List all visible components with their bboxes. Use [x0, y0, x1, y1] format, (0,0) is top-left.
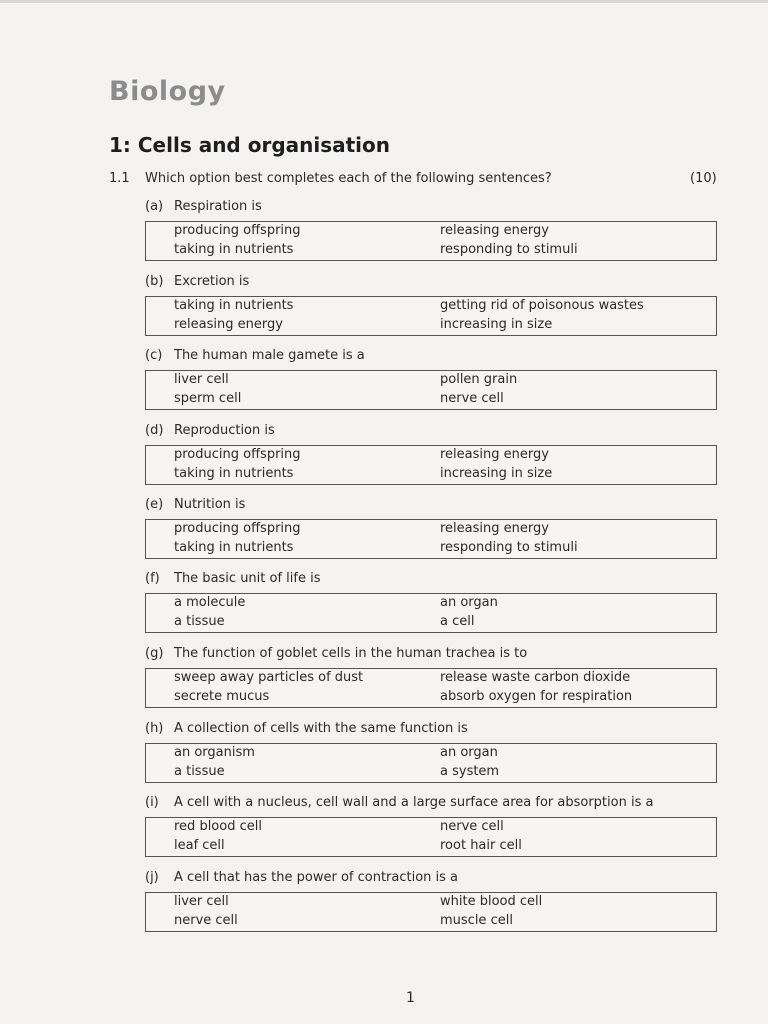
item-stem — [145, 348, 717, 370]
option-text[interactable]: white blood cell — [440, 894, 543, 909]
item-stem — [145, 571, 717, 593]
option-text[interactable]: muscle cell — [440, 913, 513, 928]
question-item-a — [145, 199, 717, 261]
option-text[interactable]: pollen grain — [440, 372, 518, 387]
item-label: (i) — [145, 795, 159, 810]
item-label: (j) — [145, 870, 159, 885]
question-text: Which option best completes each of the following sentences? — [145, 171, 552, 186]
item-stem-text: A cell with a nucleus, cell wall and a large surface area for absorption is a — [174, 795, 654, 810]
option-text[interactable]: responding to stimuli — [440, 242, 578, 257]
item-stem — [145, 274, 717, 296]
option-text[interactable]: secrete mucus — [174, 689, 270, 704]
option-text[interactable]: liver cell — [174, 894, 229, 909]
item-stem — [145, 423, 717, 445]
option-text[interactable]: producing offspring — [174, 223, 301, 238]
option-text[interactable]: a tissue — [174, 764, 225, 779]
item-stem — [145, 497, 717, 519]
options-box — [145, 668, 717, 708]
option-text[interactable]: root hair cell — [440, 838, 522, 853]
question-item-j — [145, 870, 717, 932]
option-text[interactable]: release waste carbon dioxide — [440, 670, 631, 685]
option-text[interactable]: nerve cell — [174, 913, 238, 928]
options-box — [145, 296, 717, 336]
item-stem — [145, 199, 717, 221]
option-text[interactable]: responding to stimuli — [440, 540, 578, 555]
option-text[interactable]: taking in nutrients — [174, 242, 294, 257]
item-label: (d) — [145, 423, 164, 438]
item-stem-text: Excretion is — [174, 274, 250, 289]
option-text[interactable]: producing offspring — [174, 447, 301, 462]
option-text[interactable]: releasing energy — [440, 521, 549, 536]
option-text[interactable]: increasing in size — [440, 466, 553, 481]
item-stem-text: Respiration is — [174, 199, 262, 214]
item-label: (e) — [145, 497, 164, 512]
item-label: (c) — [145, 348, 163, 363]
option-text[interactable]: taking in nutrients — [174, 540, 294, 555]
item-label: (a) — [145, 199, 164, 214]
item-stem-text: The basic unit of life is — [174, 571, 321, 586]
option-text[interactable]: releasing energy — [174, 317, 283, 332]
option-text[interactable]: absorb oxygen for respiration — [440, 689, 633, 704]
item-stem-text: Reproduction is — [174, 423, 275, 438]
option-text[interactable]: liver cell — [174, 372, 229, 387]
option-text[interactable]: sweep away particles of dust — [174, 670, 364, 685]
item-stem — [145, 795, 717, 817]
options-box — [145, 370, 717, 410]
item-label: (f) — [145, 571, 160, 586]
question-marks: (10) — [690, 171, 717, 186]
option-text[interactable]: a tissue — [174, 614, 225, 629]
chapter-heading: 1: Cells and organisation — [109, 133, 391, 157]
question-item-g — [145, 646, 717, 708]
options-box — [145, 519, 717, 559]
question-item-e — [145, 497, 717, 559]
item-stem — [145, 870, 717, 892]
item-stem — [145, 646, 717, 668]
item-stem-text: Nutrition is — [174, 497, 246, 512]
option-text[interactable]: increasing in size — [440, 317, 553, 332]
options-box — [145, 221, 717, 261]
option-text[interactable]: taking in nutrients — [174, 466, 294, 481]
option-text[interactable]: an organism — [174, 745, 255, 760]
option-text[interactable]: an organ — [440, 745, 498, 760]
item-stem-text: A cell that has the power of contraction is a — [174, 870, 459, 885]
options-box — [145, 593, 717, 633]
question-item-i — [145, 795, 717, 857]
question-item-f — [145, 571, 717, 633]
option-text[interactable]: a cell — [440, 614, 475, 629]
options-box — [145, 743, 717, 783]
question-item-d — [145, 423, 717, 485]
option-text[interactable]: an organ — [440, 595, 498, 610]
option-text[interactable]: red blood cell — [174, 819, 262, 834]
page-top-edge — [0, 0, 768, 3]
item-stem-text: A collection of cells with the same function is — [174, 721, 468, 736]
question-item-c — [145, 348, 717, 410]
option-text[interactable]: releasing energy — [440, 223, 549, 238]
options-box — [145, 817, 717, 857]
option-text[interactable]: getting rid of poisonous wastes — [440, 298, 644, 313]
option-text[interactable]: producing offspring — [174, 521, 301, 536]
option-text[interactable]: taking in nutrients — [174, 298, 294, 313]
option-text[interactable]: a molecule — [174, 595, 246, 610]
option-text[interactable]: leaf cell — [174, 838, 225, 853]
question-number: 1.1 — [109, 171, 130, 186]
item-stem-text: The function of goblet cells in the human trachea is to — [174, 646, 528, 661]
option-text[interactable]: nerve cell — [440, 819, 504, 834]
option-text[interactable]: sperm cell — [174, 391, 242, 406]
item-label: (h) — [145, 721, 164, 736]
option-text[interactable]: nerve cell — [440, 391, 504, 406]
option-text[interactable]: releasing energy — [440, 447, 549, 462]
option-text[interactable]: a system — [440, 764, 500, 779]
question-item-h — [145, 721, 717, 783]
item-label: (g) — [145, 646, 164, 661]
page-number: 1 — [406, 990, 415, 1006]
item-label: (b) — [145, 274, 164, 289]
subject-heading: Biology — [109, 76, 226, 107]
options-box — [145, 892, 717, 932]
options-box — [145, 445, 717, 485]
item-stem-text: The human male gamete is a — [174, 348, 365, 363]
question-item-b — [145, 274, 717, 336]
item-stem — [145, 721, 717, 743]
